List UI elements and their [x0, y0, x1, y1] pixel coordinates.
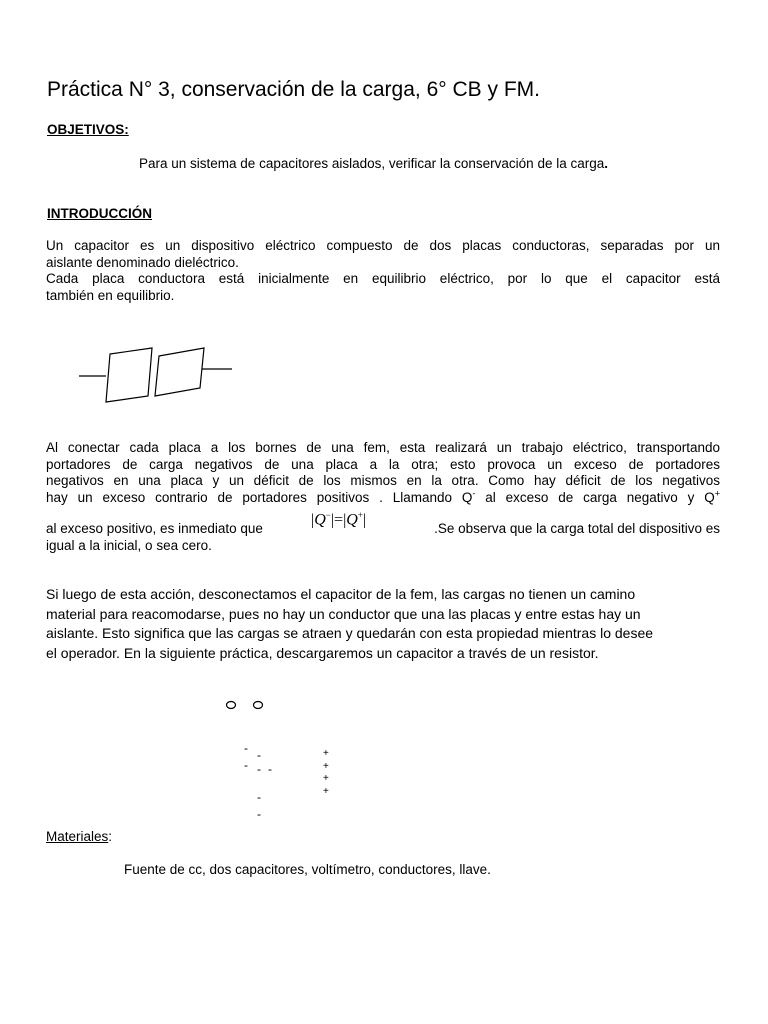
negative-charge-mark: -: [244, 758, 248, 772]
page-title: Práctica N° 3, conservación de la carga, 6° CB y FM.: [47, 78, 540, 101]
formula-bar: |: [343, 511, 347, 529]
objetivos-heading: OBJETIVOS:: [47, 122, 129, 137]
fem-paragraph: [46, 440, 720, 506]
negative-charge-mark: -: [257, 807, 261, 821]
materiales-heading-text: Materiales: [46, 829, 109, 844]
formula-minus: −: [325, 510, 331, 520]
text-line: Al conectar cada placa a los bornes de una fem, esta realizará un trabajo eléctrico, transportando: [46, 440, 720, 455]
text-line: Si luego de esta acción, desconectamos el capacitor de la fem, las cargas no tienen un camino: [46, 586, 636, 602]
text-line: portadores de carga negativos de una placa a la otra; esto provoca un exceso de portadores: [46, 456, 720, 472]
text-line: material para reacomodarse, pues no hay un conductor que una las placas y entre estas hay un: [46, 605, 641, 622]
fem-line5-left: al exceso positivo, es inmediato que: [46, 521, 263, 536]
formula-equals: =: [334, 511, 344, 529]
text-line: Cada placa conductora está inicialmente en equilibrio eléctrico, por lo que el capacitor está: [46, 271, 720, 286]
introduccion-paragraph: [46, 238, 720, 304]
formula-plus: +: [357, 510, 363, 520]
positive-charge-mark: +: [323, 786, 329, 797]
materiales-heading: [46, 829, 112, 844]
objetivos-text: [139, 156, 608, 171]
positive-charge-mark: +: [323, 773, 329, 784]
text-line: [46, 490, 720, 507]
materiales-colon: :: [108, 829, 113, 844]
text-line: también en equilibrio.: [46, 287, 175, 303]
text-line: aislante denominado dieléctrico.: [46, 254, 239, 270]
terminal-circle-right: [254, 702, 263, 709]
capacitor-plates-diagram: [76, 342, 236, 406]
negative-charge-mark: -: [244, 741, 248, 755]
text-line: el operador. En la siguiente práctica, descargaremos un capacitor a través de un resistor.: [46, 644, 599, 661]
positive-charge-mark: +: [323, 761, 329, 772]
formula-bar: |: [311, 511, 315, 529]
superscript-minus: -: [472, 488, 476, 498]
formula-bar: |: [330, 511, 335, 529]
text-line: negativos en una placa y un déficit de los mismos en la otra. Como hay déficit de los negativos: [46, 473, 720, 488]
formula-bar: |: [362, 511, 367, 529]
left-plate: [106, 348, 152, 402]
terminal-circle-left: [227, 702, 236, 709]
negative-charge-mark: -: [268, 762, 272, 776]
negative-charge-mark: -: [257, 748, 261, 762]
positive-charge-mark: +: [323, 748, 329, 759]
text-fragment: al exceso de carga negativo y Q: [475, 489, 715, 505]
text-line: aislante. Esto significa que las cargas se atraen y quedarán con esta propiedad mientras lo desee: [46, 625, 654, 641]
formula-q: Q: [314, 511, 326, 529]
charge-equality-formula: [311, 510, 366, 529]
objetivos-text-main: Para un sistema de capacitores aislados, verificar la conservación de la carga: [139, 156, 605, 171]
negative-charge-mark: -: [257, 762, 261, 776]
negative-charge-mark: -: [257, 790, 261, 804]
superscript-plus: +: [714, 488, 720, 498]
materiales-text: Fuente de cc, dos capacitores, voltímetro, conductores, llave.: [124, 862, 491, 877]
text-fragment: hay un exceso contrario de portadores positivos . Llamando Q: [46, 489, 473, 505]
text-line: Un capacitor es un dispositivo eléctrico compuesto de dos placas conductoras, separadas por un: [46, 238, 720, 253]
fem-line6: igual a la inicial, o sea cero.: [46, 538, 212, 553]
formula-q: Q: [346, 511, 358, 529]
disconnect-paragraph: [46, 585, 720, 663]
capacitor-terminals-diagram: [222, 698, 270, 712]
right-plate: [155, 348, 204, 396]
fem-line5-right: .Se observa que la carga total del dispositivo es: [434, 521, 720, 536]
objetivos-text-end: .: [604, 156, 609, 171]
introduccion-heading: INTRODUCCIÓN: [47, 206, 152, 221]
